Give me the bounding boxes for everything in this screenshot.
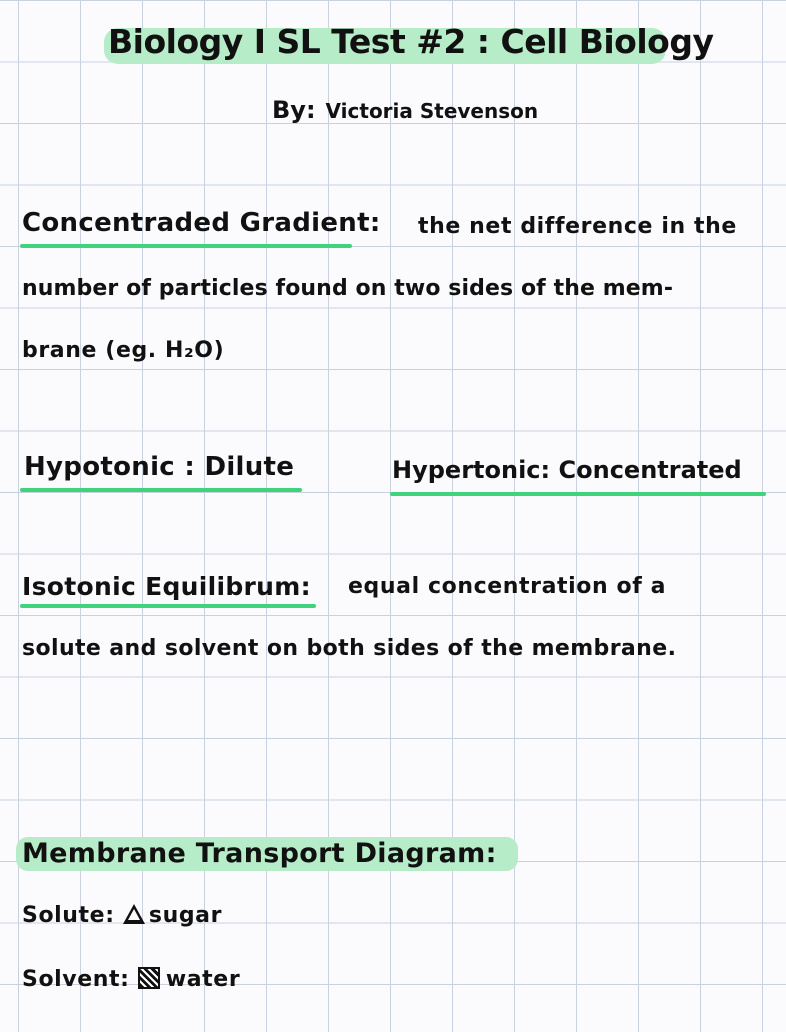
solvent-value: water (165, 967, 241, 992)
concentration-def-line2: number of particles found on two sides of the mem- (22, 276, 674, 301)
isotonic-term: Isotonic Equilibrum: (22, 572, 311, 601)
diagram-heading: Membrane Transport Diagram: (22, 838, 497, 869)
solvent-label: Solvent: (22, 967, 130, 992)
concentration-term: Concentraded Gradient: (22, 208, 381, 238)
author-name: Victoria Stevenson (325, 99, 539, 123)
hypertonic-row (392, 456, 742, 484)
solute-row (22, 902, 222, 928)
hypotonic-value: Dilute (204, 452, 295, 482)
isotonic-def-line2: solute and solvent on both sides of the membrane. (22, 636, 677, 661)
solvent-row (22, 964, 240, 992)
by-label: By: (272, 96, 316, 124)
solute-label: Solute: (22, 903, 115, 928)
concentration-def-line3: brane (eg. H₂O) (22, 338, 225, 363)
hatched-square-icon (138, 967, 160, 989)
hypotonic-sep: : (184, 452, 196, 482)
hypertonic-sep: : (540, 456, 551, 484)
page-title: Biology I SL Test #2 : Cell Biology (108, 22, 714, 61)
concentration-def-line1: the net difference in the (418, 214, 737, 239)
hypertonic-value: Concentrated (558, 456, 742, 484)
isotonic-def-line1: equal concentration of a (348, 574, 667, 599)
hypertonic-underline (390, 492, 766, 496)
hypotonic-row (24, 452, 294, 482)
hypotonic-term: Hypotonic (24, 452, 176, 482)
isotonic-underline (20, 604, 316, 608)
hypertonic-term: Hypertonic (392, 456, 541, 484)
concentration-underline (20, 244, 352, 248)
hypotonic-underline (20, 488, 302, 492)
solute-value: sugar (148, 903, 223, 928)
byline (272, 96, 538, 124)
triangle-icon (123, 904, 145, 924)
